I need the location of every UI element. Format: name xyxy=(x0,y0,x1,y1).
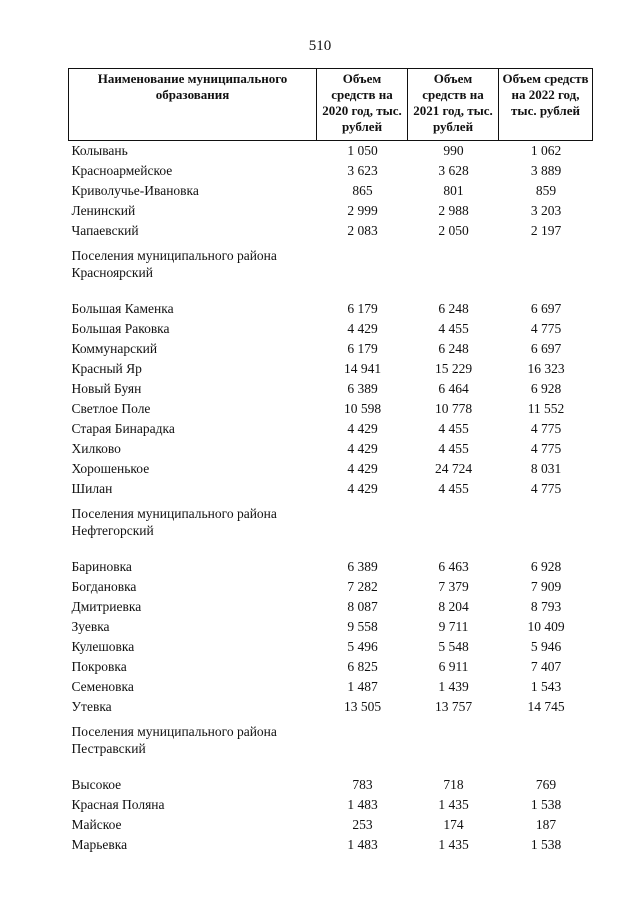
page-number: 510 xyxy=(308,38,332,54)
municipality-name: Семеновка xyxy=(71,679,134,694)
amount-2021: 174 xyxy=(443,817,464,832)
amount-2022: 769 xyxy=(535,777,557,792)
empty-cell xyxy=(317,499,408,557)
amount-2022: 6 928 xyxy=(530,559,562,574)
amount-2022: 11 552 xyxy=(527,401,565,416)
header-2021: Объем средств на 2021 год, тыс. рублей xyxy=(408,69,499,141)
amount-2020: 10 598 xyxy=(343,401,382,416)
amount-2022: 6 697 xyxy=(530,301,562,316)
amount-2020: 1 050 xyxy=(347,143,378,158)
municipality-name: Коммунарский xyxy=(71,341,158,356)
table-row xyxy=(69,577,593,597)
amount-2020: 4 429 xyxy=(347,441,378,456)
amount-2022: 4 775 xyxy=(530,441,562,456)
amount-2020: 1 487 xyxy=(347,679,378,694)
empty-cell xyxy=(408,241,499,299)
amount-2022: 4 775 xyxy=(530,421,562,436)
amount-2020: 4 429 xyxy=(347,321,378,336)
amount-2020: 6 825 xyxy=(347,659,378,674)
amount-2020: 865 xyxy=(352,183,373,198)
amount-2020: 7 282 xyxy=(347,579,378,594)
municipality-name: Марьевка xyxy=(71,837,128,852)
amount-2022: 10 409 xyxy=(527,619,565,634)
amount-2021: 801 xyxy=(443,183,464,198)
municipality-name: Ленинский xyxy=(71,203,136,218)
amount-2022: 4 775 xyxy=(530,321,562,336)
amount-2021: 6 248 xyxy=(438,341,469,356)
amount-2022: 6 697 xyxy=(530,341,562,356)
amount-2020: 13 505 xyxy=(343,699,382,714)
table-row xyxy=(69,637,593,657)
group-row xyxy=(69,241,593,299)
empty-cell xyxy=(317,717,408,775)
municipality-name: Большая Каменка xyxy=(71,301,174,316)
group-title: Поселения муниципального района Красноярский xyxy=(71,248,277,280)
table-row xyxy=(69,557,593,577)
municipality-name: Криволучье-Ивановка xyxy=(71,183,199,198)
amount-2021: 7 379 xyxy=(438,579,469,594)
amount-2022: 187 xyxy=(535,817,557,832)
amount-2020: 8 087 xyxy=(347,599,378,614)
amount-2021: 2 988 xyxy=(438,203,469,218)
table-row xyxy=(69,141,593,162)
municipality-name: Светлое Поле xyxy=(71,401,151,416)
table-row xyxy=(69,677,593,697)
table-row xyxy=(69,459,593,479)
amount-2021: 1 435 xyxy=(438,797,469,812)
amount-2022: 1 543 xyxy=(530,679,562,694)
empty-cell xyxy=(408,717,499,775)
amount-2020: 9 558 xyxy=(347,619,378,634)
municipality-name: Зуевка xyxy=(71,619,110,634)
amount-2021: 5 548 xyxy=(438,639,469,654)
table-row xyxy=(69,657,593,677)
empty-cell xyxy=(408,499,499,557)
table-row xyxy=(69,697,593,717)
amount-2020: 1 483 xyxy=(347,797,378,812)
amount-2022: 6 928 xyxy=(530,381,562,396)
municipality-name: Новый Буян xyxy=(71,381,142,396)
municipality-name: Старая Бинарадка xyxy=(71,421,175,436)
amount-2020: 4 429 xyxy=(347,421,378,436)
amount-2022: 1 538 xyxy=(530,797,562,812)
amount-2020: 1 483 xyxy=(347,837,378,852)
empty-cell xyxy=(317,241,408,299)
amount-2022: 7 407 xyxy=(530,659,562,674)
amount-2020: 6 389 xyxy=(347,559,378,574)
amount-2022: 4 775 xyxy=(530,481,562,496)
amount-2022: 8 031 xyxy=(530,461,562,476)
empty-cell xyxy=(499,499,593,557)
amount-2021: 6 463 xyxy=(438,559,469,574)
municipality-name: Большая Раковка xyxy=(71,321,170,336)
municipality-name: Утевка xyxy=(71,699,112,714)
amount-2021: 24 724 xyxy=(434,461,473,476)
table-row xyxy=(69,479,593,499)
amount-2022: 859 xyxy=(535,183,557,198)
header-2022: Объем средств на 2022 год, тыс. рублей xyxy=(499,69,593,141)
amount-2022: 3 203 xyxy=(530,203,562,218)
municipality-name: Хорошенькое xyxy=(71,461,150,476)
amount-2022: 1 538 xyxy=(530,837,562,852)
table-row xyxy=(69,597,593,617)
municipality-name: Бариновка xyxy=(71,559,132,574)
table-row xyxy=(69,221,593,241)
amount-2020: 6 179 xyxy=(347,301,378,316)
municipality-name: Майское xyxy=(71,817,122,832)
amount-2022: 1 062 xyxy=(530,143,562,158)
municipality-name: Красноармейское xyxy=(71,163,173,178)
amount-2021: 6 248 xyxy=(438,301,469,316)
group-title: Поселения муниципального района Нефтегорский xyxy=(71,506,277,538)
amount-2021: 15 229 xyxy=(434,361,473,376)
table-row xyxy=(69,379,593,399)
table-row xyxy=(69,439,593,459)
table-row xyxy=(69,319,593,339)
empty-cell xyxy=(499,717,593,775)
amount-2021: 4 455 xyxy=(438,421,469,436)
municipality-name: Высокое xyxy=(71,777,122,792)
amount-2020: 14 941 xyxy=(343,361,382,376)
municipality-name: Колывань xyxy=(71,143,128,158)
amount-2020: 3 623 xyxy=(347,163,378,178)
table-body xyxy=(69,141,593,856)
amount-2021: 3 628 xyxy=(438,163,469,178)
amount-2020: 2 999 xyxy=(347,203,378,218)
amount-2021: 4 455 xyxy=(438,481,469,496)
table-row xyxy=(69,201,593,221)
amount-2021: 13 757 xyxy=(434,699,473,714)
amount-2022: 5 946 xyxy=(530,639,562,654)
table-row xyxy=(69,339,593,359)
header-2020: Объем средств на 2020 год, тыс. рублей xyxy=(317,69,408,141)
municipality-name: Красный Яр xyxy=(71,361,142,376)
amount-2020: 6 389 xyxy=(347,381,378,396)
amount-2021: 9 711 xyxy=(438,619,469,634)
table-row xyxy=(69,419,593,439)
amount-2022: 3 889 xyxy=(530,163,562,178)
table-header xyxy=(69,69,593,141)
amount-2021: 718 xyxy=(443,777,464,792)
amount-2021: 6 911 xyxy=(438,659,469,674)
group-title: Поселения муниципального района Пестравский xyxy=(71,724,277,756)
amount-2021: 1 435 xyxy=(438,837,469,852)
group-row xyxy=(69,499,593,557)
amount-2021: 10 778 xyxy=(434,401,473,416)
amount-2022: 7 909 xyxy=(530,579,562,594)
funding-table xyxy=(68,68,593,855)
amount-2021: 4 455 xyxy=(438,441,469,456)
table-row xyxy=(69,835,593,855)
amount-2021: 990 xyxy=(443,143,464,158)
municipality-name: Богдановка xyxy=(71,579,137,594)
group-row xyxy=(69,717,593,775)
municipality-name: Дмитриевка xyxy=(71,599,142,614)
municipality-name: Кулешовка xyxy=(71,639,135,654)
table-row xyxy=(69,359,593,379)
empty-cell xyxy=(499,241,593,299)
amount-2020: 6 179 xyxy=(347,341,378,356)
amount-2020: 4 429 xyxy=(347,481,378,496)
amount-2021: 6 464 xyxy=(438,381,469,396)
table-row xyxy=(69,795,593,815)
amount-2021: 4 455 xyxy=(438,321,469,336)
amount-2022: 14 745 xyxy=(527,699,565,714)
amount-2020: 783 xyxy=(352,777,373,792)
table-row xyxy=(69,815,593,835)
table-row xyxy=(69,161,593,181)
amount-2022: 16 323 xyxy=(527,361,565,376)
municipality-name: Шилан xyxy=(71,481,113,496)
amount-2020: 253 xyxy=(352,817,373,832)
table-row xyxy=(69,181,593,201)
municipality-name: Красная Поляна xyxy=(71,797,165,812)
table-row xyxy=(69,399,593,419)
municipality-name: Покровка xyxy=(71,659,127,674)
table-row xyxy=(69,617,593,637)
amount-2022: 2 197 xyxy=(530,223,562,238)
table-row xyxy=(69,299,593,319)
amount-2021: 2 050 xyxy=(438,223,469,238)
amount-2022: 8 793 xyxy=(530,599,562,614)
amount-2020: 4 429 xyxy=(347,461,378,476)
municipality-name: Чапаевский xyxy=(71,223,139,238)
header-name: Наименование муниципального образования xyxy=(69,69,317,141)
table-row xyxy=(69,775,593,795)
amount-2020: 2 083 xyxy=(347,223,378,238)
amount-2020: 5 496 xyxy=(347,639,378,654)
amount-2021: 8 204 xyxy=(438,599,469,614)
municipality-name: Хилково xyxy=(71,441,121,456)
amount-2021: 1 439 xyxy=(438,679,469,694)
